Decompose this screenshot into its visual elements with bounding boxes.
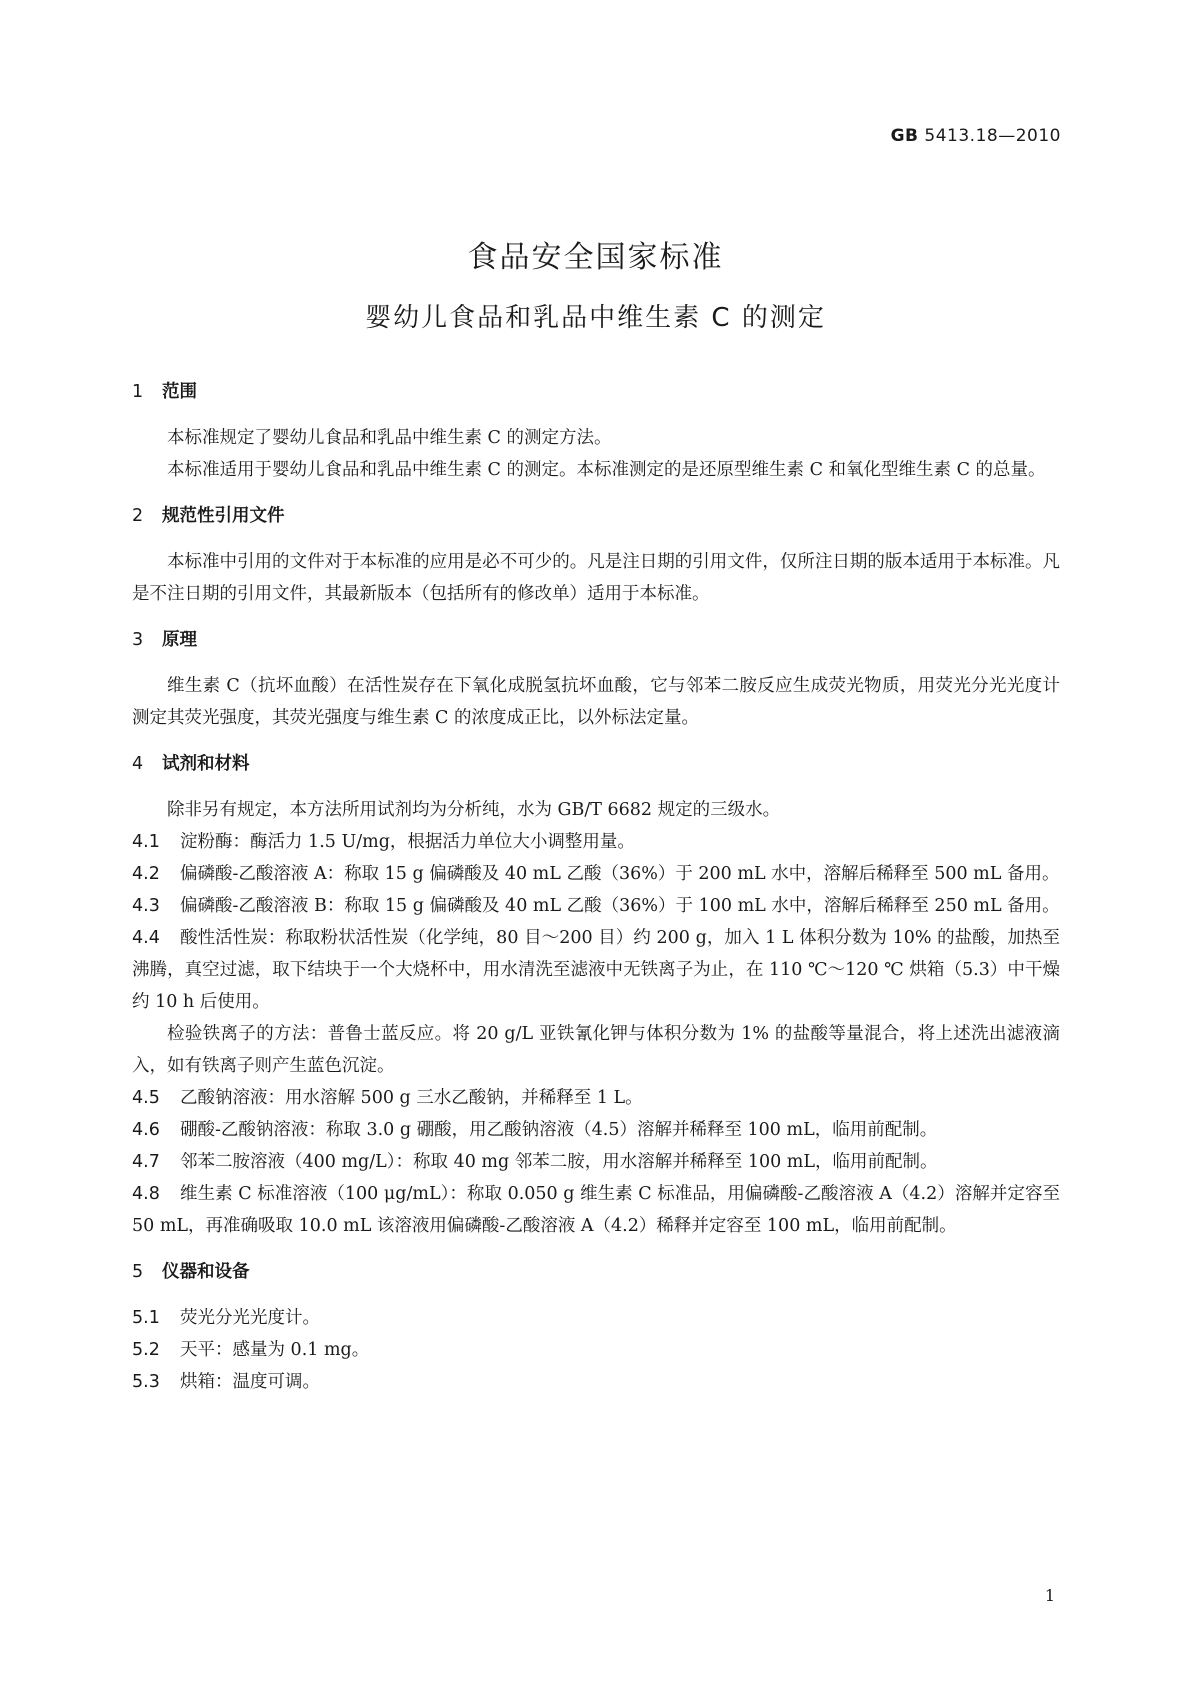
- item-text: 荧光分光光度计。: [180, 1308, 320, 1328]
- paragraph: 本标准规定了婴幼儿食品和乳品中维生素 C 的测定方法。: [167, 428, 612, 448]
- document-subtitle: 婴幼儿食品和乳品中维生素 C 的测定: [365, 303, 826, 333]
- item-text: 乙酸钠溶液：用水溶解 500 g 三水乙酸钠，并稀释至 1 L。: [180, 1088, 643, 1108]
- item-number: 4.1: [132, 832, 160, 852]
- item-text: 偏磷酸-乙酸溶液 A：称取 15 g 偏磷酸及 40 mL 乙酸（36%）于 200 mL 水中，溶解后稀释至 500 mL 备用。: [180, 864, 1060, 884]
- item-text: 淀粉酶：酶活力 1.5 U/mg，根据活力单位大小调整用量。: [180, 832, 635, 852]
- paragraph: 本标准中引用的文件对于本标准的应用是必不可少的。凡是注日期的引用文件，仅所注日期的版本适用于本标准。凡是不注日期的引用文件，其最新版本（包括所有的修改单）适用于本标准。: [132, 552, 1060, 604]
- list-item: [132, 826, 1060, 858]
- item-number: 5.3: [132, 1372, 160, 1392]
- item-text: 维生素 C 标准溶液（100 μg/mL）：称取 0.050 g 维生素 C 标准品，用偏磷酸-乙酸溶液 A（4.2）溶解并定容至 50 mL，再准确吸取 10.0 mL 该溶液用偏磷酸-乙酸溶液 A（4.2）稀释并定容至 100 mL，临用前配制。: [132, 1184, 1060, 1236]
- item-number: 4.5: [132, 1088, 160, 1108]
- section-title: 试剂和材料: [162, 754, 250, 774]
- section-title: 规范性引用文件: [162, 506, 285, 526]
- item-number: 4.3: [132, 896, 160, 916]
- item-number: 4.7: [132, 1152, 160, 1172]
- list-item: [132, 1334, 1060, 1366]
- paragraph-note: 检验铁离子的方法：普鲁士蓝反应。将 20 g/L 亚铁氰化钾与体积分数为 1% 的盐酸等量混合，将上述洗出滤液滴入，如有铁离子则产生蓝色沉淀。: [132, 1024, 1060, 1076]
- paragraph: 维生素 C（抗坏血酸）在活性炭存在下氧化成脱氢抗坏血酸，它与邻苯二胺反应生成荧光物质，用荧光分光光度计测定其荧光强度，其荧光强度与维生素 C 的浓度成正比，以外标法定量。: [132, 676, 1060, 728]
- item-text: 偏磷酸-乙酸溶液 B：称取 15 g 偏磷酸及 40 mL 乙酸（36%）于 100 mL 水中，溶解后稀释至 250 mL 备用。: [180, 896, 1060, 916]
- section-number: 4: [132, 754, 144, 774]
- section-number: 2: [132, 506, 144, 526]
- list-item: [132, 922, 1060, 1018]
- list-item: [132, 858, 1060, 890]
- section-heading-scope: [132, 376, 1060, 408]
- section-heading-reagents: [132, 748, 1060, 780]
- item-text: 烘箱：温度可调。: [180, 1372, 320, 1392]
- item-number: 4.2: [132, 864, 160, 884]
- item-text: 天平：感量为 0.1 mg。: [180, 1340, 370, 1360]
- section-number: 1: [132, 382, 144, 402]
- section-title: 原理: [162, 630, 197, 650]
- list-item: [132, 1366, 1060, 1398]
- section-title: 仪器和设备: [162, 1262, 250, 1282]
- section-number: 3: [132, 630, 144, 650]
- page-number: 1: [1044, 1586, 1055, 1605]
- document-body: [132, 376, 1060, 1398]
- list-item: [132, 1114, 1060, 1146]
- section-title: 范围: [162, 382, 197, 402]
- item-number: 4.6: [132, 1120, 160, 1140]
- list-item: [132, 890, 1060, 922]
- item-number: 5.2: [132, 1340, 160, 1360]
- section-heading-normative-references: [132, 500, 1060, 532]
- standard-code-number: 5413.18—2010: [924, 126, 1061, 146]
- item-number: 4.4: [132, 928, 160, 948]
- paragraph: 除非另有规定，本方法所用试剂均为分析纯，水为 GB/T 6682 规定的三级水。: [167, 800, 781, 820]
- list-item: [132, 1178, 1060, 1242]
- item-text: 邻苯二胺溶液（400 mg/L）：称取 40 mg 邻苯二胺，用水溶解并稀释至 100 mL，临用前配制。: [180, 1152, 938, 1172]
- item-number: 4.8: [132, 1184, 160, 1204]
- list-item: [132, 1082, 1060, 1114]
- list-item: [132, 1146, 1060, 1178]
- item-text: 硼酸-乙酸钠溶液：称取 3.0 g 硼酸，用乙酸钠溶液（4.5）溶解并稀释至 100 mL，临用前配制。: [180, 1120, 938, 1140]
- section-number: 5: [132, 1262, 144, 1282]
- section-heading-apparatus: [132, 1256, 1060, 1288]
- standard-code-prefix: GB: [890, 126, 919, 146]
- list-item: [132, 1302, 1060, 1334]
- paragraph: 本标准适用于婴幼儿食品和乳品中维生素 C 的测定。本标准测定的是还原型维生素 C 和氧化型维生素 C 的总量。: [167, 460, 1046, 480]
- item-number: 5.1: [132, 1308, 160, 1328]
- document-title: 食品安全国家标准: [467, 240, 724, 275]
- section-heading-principle: [132, 624, 1060, 656]
- standard-code: [891, 126, 1061, 146]
- item-text: 酸性活性炭：称取粉状活性炭（化学纯，80 目～200 目）约 200 g，加入 1 L 体积分数为 10% 的盐酸，加热至沸腾，真空过滤，取下结块于一个大烧杯中，用水清洗至滤液中无铁离子为止，在 110 ℃～120 ℃ 烘箱（5.3）中干燥约 10 h 后使用。: [132, 928, 1060, 1012]
